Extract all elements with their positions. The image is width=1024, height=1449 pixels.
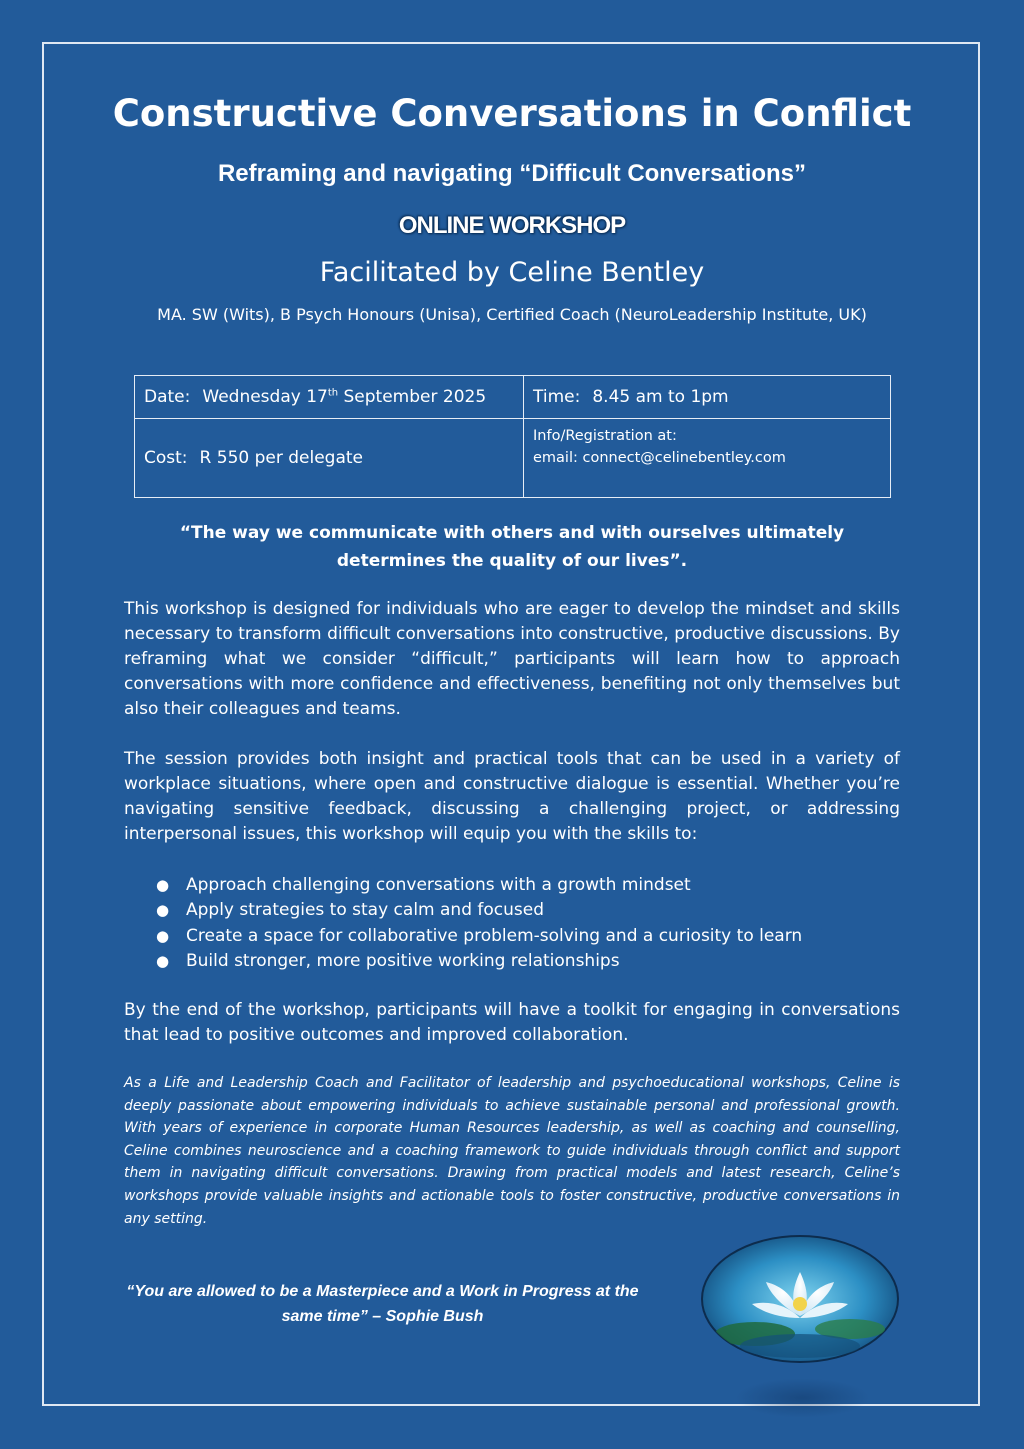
list-item	[124, 949, 884, 974]
page-subtitle: Reframing and navigating “Difficult Conversations”	[217, 160, 807, 187]
list-item	[124, 873, 884, 898]
details-row-cost-registration	[135, 419, 891, 498]
time-value: 8.45 am to 1pm	[592, 387, 729, 407]
session-paragraph: The session provides both insight and practical tools that can be used in a variety of workplace situations, where open and constructive dialogue is essential. Whether you’re navigating sensitive feedback, discussing a challenging project, or addressing interpersonal issues, this workshop will equip you with the skills to:	[124, 749, 900, 844]
bullet-icon: ●	[156, 901, 170, 920]
registration-email-link[interactable]: email: connect@celinebentley.com	[533, 450, 786, 466]
workshop-format-label: ONLINE WORKSHOP	[398, 212, 626, 239]
date-label: Date:	[144, 387, 191, 407]
page-title: Constructive Conversations in Conflict	[112, 92, 912, 135]
outcome-paragraph: By the end of the workshop, participants will have a toolkit for engaging in conversations that lead to positive outcomes and improved collaboration.	[124, 1000, 900, 1045]
list-item	[124, 898, 884, 923]
water-lily-image	[700, 1234, 900, 1364]
date-cell	[135, 376, 524, 419]
bullet-icon: ●	[156, 926, 170, 945]
date-day: Wednesday 17	[202, 387, 328, 407]
facilitator-bio: As a Life and Leadership Coach and Facilitator of leadership and psychoeducational workshops, Celine is deeply passionate about empowering individuals to achieve sustainable personal and professional growth. With years of experience in corporate Human Resources leadership, as well as coaching and counselling, Celine combines neuroscience and a coaching framework to guide individuals through conflict and support them in navigating difficult conversations. Drawing from practical models and latest research, Celine’s workshops provide valuable insights and actionable tools to foster constructive, productive conversations in any setting.	[124, 1075, 900, 1227]
closing-quote-line1: “You are allowed to be a Masterpiece and a Work in Progress at the	[126, 1283, 639, 1300]
time-cell	[524, 376, 891, 419]
time-label: Time:	[533, 387, 581, 407]
closing-quote-line2: same time” – Sophie Bush	[281, 1308, 484, 1325]
intro-paragraph: This workshop is designed for individuals who are eager to develop the mindset and skills necessary to transform difficult conversations into constructive, productive discussions. By reframing what we consider “difficult,” participants will learn how to approach conversations with more confidence and effectiveness, benefiting not only themselves but also their colleagues and teams.	[124, 599, 900, 719]
registration-label: Info/Registration at:	[533, 428, 677, 444]
skills-list	[124, 873, 884, 974]
facilitator-line: Facilitated by Celine Bentley	[319, 257, 705, 288]
list-item-text: Approach challenging conversations with a growth mindset	[186, 875, 691, 895]
facilitator-credentials: MA. SW (Wits), B Psych Honours (Unisa), Certified Coach (NeuroLeadership Institute, UK)	[157, 305, 867, 324]
list-item	[124, 924, 884, 949]
image-shadow	[735, 1378, 870, 1418]
list-item-text: Apply strategies to stay calm and focused	[186, 900, 545, 921]
bullet-icon: ●	[156, 951, 170, 970]
list-item-text: Build stronger, more positive working relationships	[186, 950, 620, 971]
registration-cell	[524, 419, 891, 498]
details-row-date-time	[135, 376, 891, 419]
bullet-icon: ●	[156, 876, 170, 894]
list-item-text: Create a space for collaborative problem-solving and a curiosity to learn	[186, 925, 803, 946]
date-month-year: September 2025	[338, 387, 487, 407]
closing-quote	[110, 1279, 655, 1329]
cost-label: Cost:	[144, 448, 188, 468]
cost-value: R 550 per delegate	[199, 448, 364, 468]
event-details-table	[134, 375, 891, 498]
date-ordinal-suffix: th	[327, 387, 339, 399]
main-quote: “The way we communicate with others and with ourselves ultimately determines the quality of our lives”.	[179, 523, 845, 571]
cost-cell	[135, 419, 524, 498]
